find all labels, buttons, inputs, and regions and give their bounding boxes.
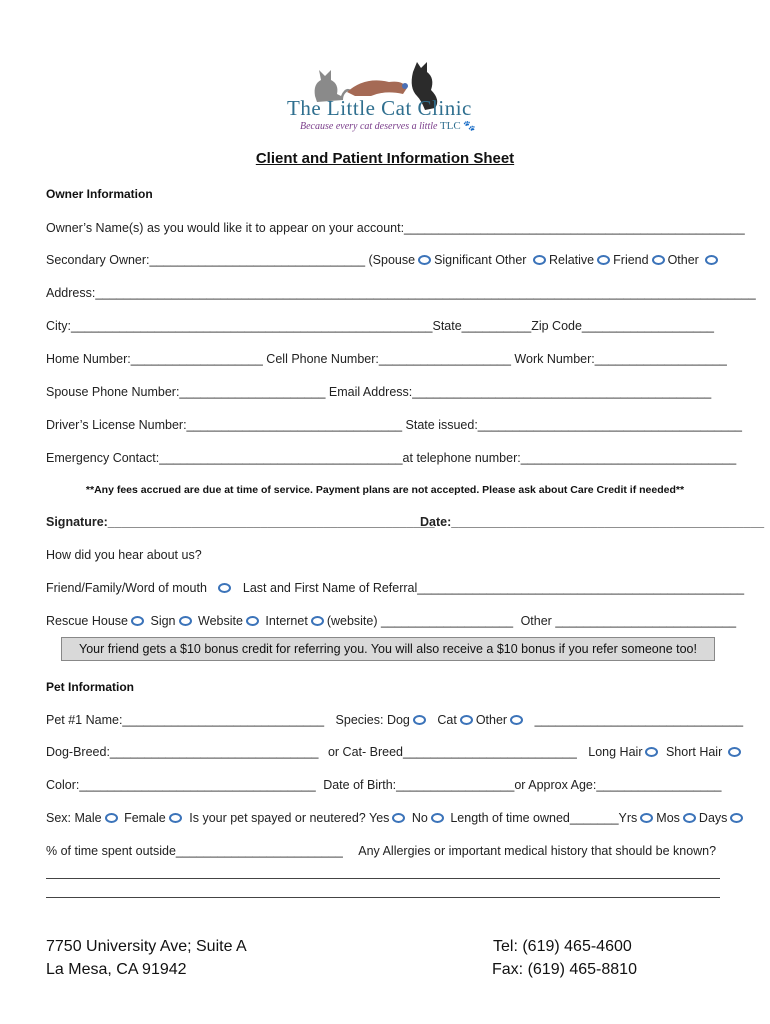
- radio-website[interactable]: [246, 616, 259, 626]
- tagline-tlc: TLC: [439, 120, 461, 132]
- time-outside-field[interactable]: % of time spent outside________________________: [46, 844, 343, 858]
- pet-name-field[interactable]: Pet #1 Name:_____________________________: [46, 713, 325, 727]
- city-state-zip-field[interactable]: City:____________________________________________________State__________Zip Code___________________: [46, 319, 715, 333]
- tagline-text: Because every cat deserves a little: [300, 121, 438, 132]
- relative-label: Relative: [548, 253, 595, 267]
- months-label: Mos: [656, 811, 680, 825]
- short-hair-label: Short Hair: [665, 745, 723, 759]
- secondary-owner-row: [46, 253, 721, 267]
- species-other-label: Other: [475, 713, 508, 727]
- other-label: Other: [667, 253, 699, 267]
- allergies-line-2[interactable]: [46, 897, 720, 898]
- paw-icon: 🐾: [463, 121, 476, 132]
- dog-breed-field[interactable]: Dog-Breed:______________________________: [46, 745, 319, 759]
- radio-months[interactable]: [683, 813, 696, 823]
- referral-other-field[interactable]: Other __________________________: [520, 614, 737, 628]
- allergies-label: Any Allergies or important medical history that should be known?: [358, 844, 717, 858]
- footer-fax: Fax: (619) 465-8810: [492, 961, 637, 978]
- long-hair-label: Long Hair: [588, 745, 643, 759]
- radio-sign[interactable]: [179, 616, 192, 626]
- spayed-no-label: No: [411, 811, 428, 825]
- radio-male[interactable]: [105, 813, 118, 823]
- fees-notice: **Any fees accrued are due at time of service. Payment plans are not accepted. Please ask about Care Credit if needed**: [85, 484, 685, 496]
- friend-family-label: Friend/Family/Word of mouth: [46, 581, 207, 595]
- internet-website-field[interactable]: (website) ___________________: [326, 614, 514, 628]
- cat-breed-field[interactable]: or Cat- Breed_________________________: [327, 745, 577, 759]
- internet-label: Internet: [265, 614, 308, 628]
- footer-address-line-2: La Mesa, CA 91942: [46, 961, 187, 978]
- spouse-phone-email-field[interactable]: Spouse Phone Number:_____________________ Email Address:___________________________________________: [46, 385, 712, 399]
- emergency-contact-field[interactable]: Emergency Contact:___________________________________at telephone number:_______________________________: [46, 451, 737, 465]
- radio-spayed-no[interactable]: [431, 813, 444, 823]
- referral-bonus-banner: Your friend gets a $10 bonus credit for referring you. You will also receive a $10 bonus if you refer someone too!: [61, 637, 715, 661]
- referral-row-1: [46, 581, 744, 595]
- time-owned-field[interactable]: Length of time owned_______Yrs: [450, 811, 638, 825]
- spayed-yes-label: Is your pet spayed or neutered? Yes: [189, 811, 390, 825]
- pet-name-row: [46, 713, 743, 727]
- website-label: Website: [198, 614, 243, 628]
- owner-names-field[interactable]: Owner’s Name(s) as you would like it to appear on your account:_________________________________________________: [46, 221, 745, 235]
- page-title: Client and Patient Information Sheet: [255, 150, 515, 167]
- radio-other[interactable]: [705, 255, 718, 265]
- rescue-house-label: Rescue House: [46, 614, 128, 628]
- days-label: Days: [698, 811, 728, 825]
- radio-friend-family[interactable]: [218, 583, 231, 593]
- owner-section-heading: Owner Information: [46, 187, 153, 201]
- dob-age-field[interactable]: Date of Birth:_________________or Approx Age:__________________: [323, 778, 722, 792]
- drivers-license-field[interactable]: Driver’s License Number:_______________________________ State issued:______________________________________: [46, 418, 742, 432]
- radio-dog[interactable]: [413, 715, 426, 725]
- radio-significant-other[interactable]: [533, 255, 546, 265]
- radio-long-hair[interactable]: [645, 747, 658, 757]
- radio-friend[interactable]: [652, 255, 665, 265]
- phone-numbers-field[interactable]: Home Number:___________________ Cell Phone Number:___________________ Work Number:___________________: [46, 352, 727, 366]
- cat-label: Cat: [437, 713, 457, 727]
- friend-label: Friend: [613, 253, 649, 267]
- address-field[interactable]: Address:_______________________________________________________________________________________________: [46, 286, 756, 300]
- radio-days[interactable]: [730, 813, 743, 823]
- radio-relative[interactable]: [597, 255, 610, 265]
- radio-spouse[interactable]: [418, 255, 431, 265]
- radio-short-hair[interactable]: [728, 747, 741, 757]
- sign-label: Sign: [150, 614, 176, 628]
- allergies-line-1[interactable]: [46, 878, 720, 879]
- footer-address-line-1: 7750 University Ave; Suite A: [46, 938, 247, 955]
- signature-field[interactable]: Signature:_______________________________________________: [46, 515, 435, 529]
- radio-cat[interactable]: [460, 715, 473, 725]
- radio-rescue-house[interactable]: [131, 616, 144, 626]
- secondary-owner-field[interactable]: Secondary Owner:_______________________________ (Spouse: [46, 253, 416, 267]
- radio-female[interactable]: [169, 813, 182, 823]
- sex-row: [46, 811, 746, 825]
- outside-row: [46, 844, 716, 858]
- radio-years[interactable]: [640, 813, 653, 823]
- color-dob-row: [46, 778, 721, 792]
- radio-spayed-yes[interactable]: [392, 813, 405, 823]
- radio-internet[interactable]: [311, 616, 324, 626]
- clinic-tagline: [300, 120, 476, 132]
- pet-section-heading: Pet Information: [46, 680, 135, 694]
- date-field[interactable]: Date:_____________________________________________: [420, 515, 765, 529]
- significant-other-label: Significant Other: [434, 253, 527, 267]
- referral-name-field[interactable]: Last and First Name of Referral_______________________________________________: [242, 581, 745, 595]
- referral-question: How did you hear about us?: [46, 548, 202, 562]
- species-dog-label: Species: Dog: [335, 713, 410, 727]
- sex-male-label: Sex: Male: [46, 811, 102, 825]
- referral-row-2: [46, 614, 736, 628]
- footer-telephone: Tel: (619) 465-4600: [493, 938, 632, 955]
- clinic-logo-title: The Little Cat Clinic: [287, 96, 472, 120]
- breed-row: [46, 745, 744, 759]
- female-label: Female: [124, 811, 166, 825]
- radio-species-other[interactable]: [510, 715, 523, 725]
- color-field[interactable]: Color:__________________________________: [46, 778, 316, 792]
- species-other-field[interactable]: ______________________________: [534, 713, 744, 727]
